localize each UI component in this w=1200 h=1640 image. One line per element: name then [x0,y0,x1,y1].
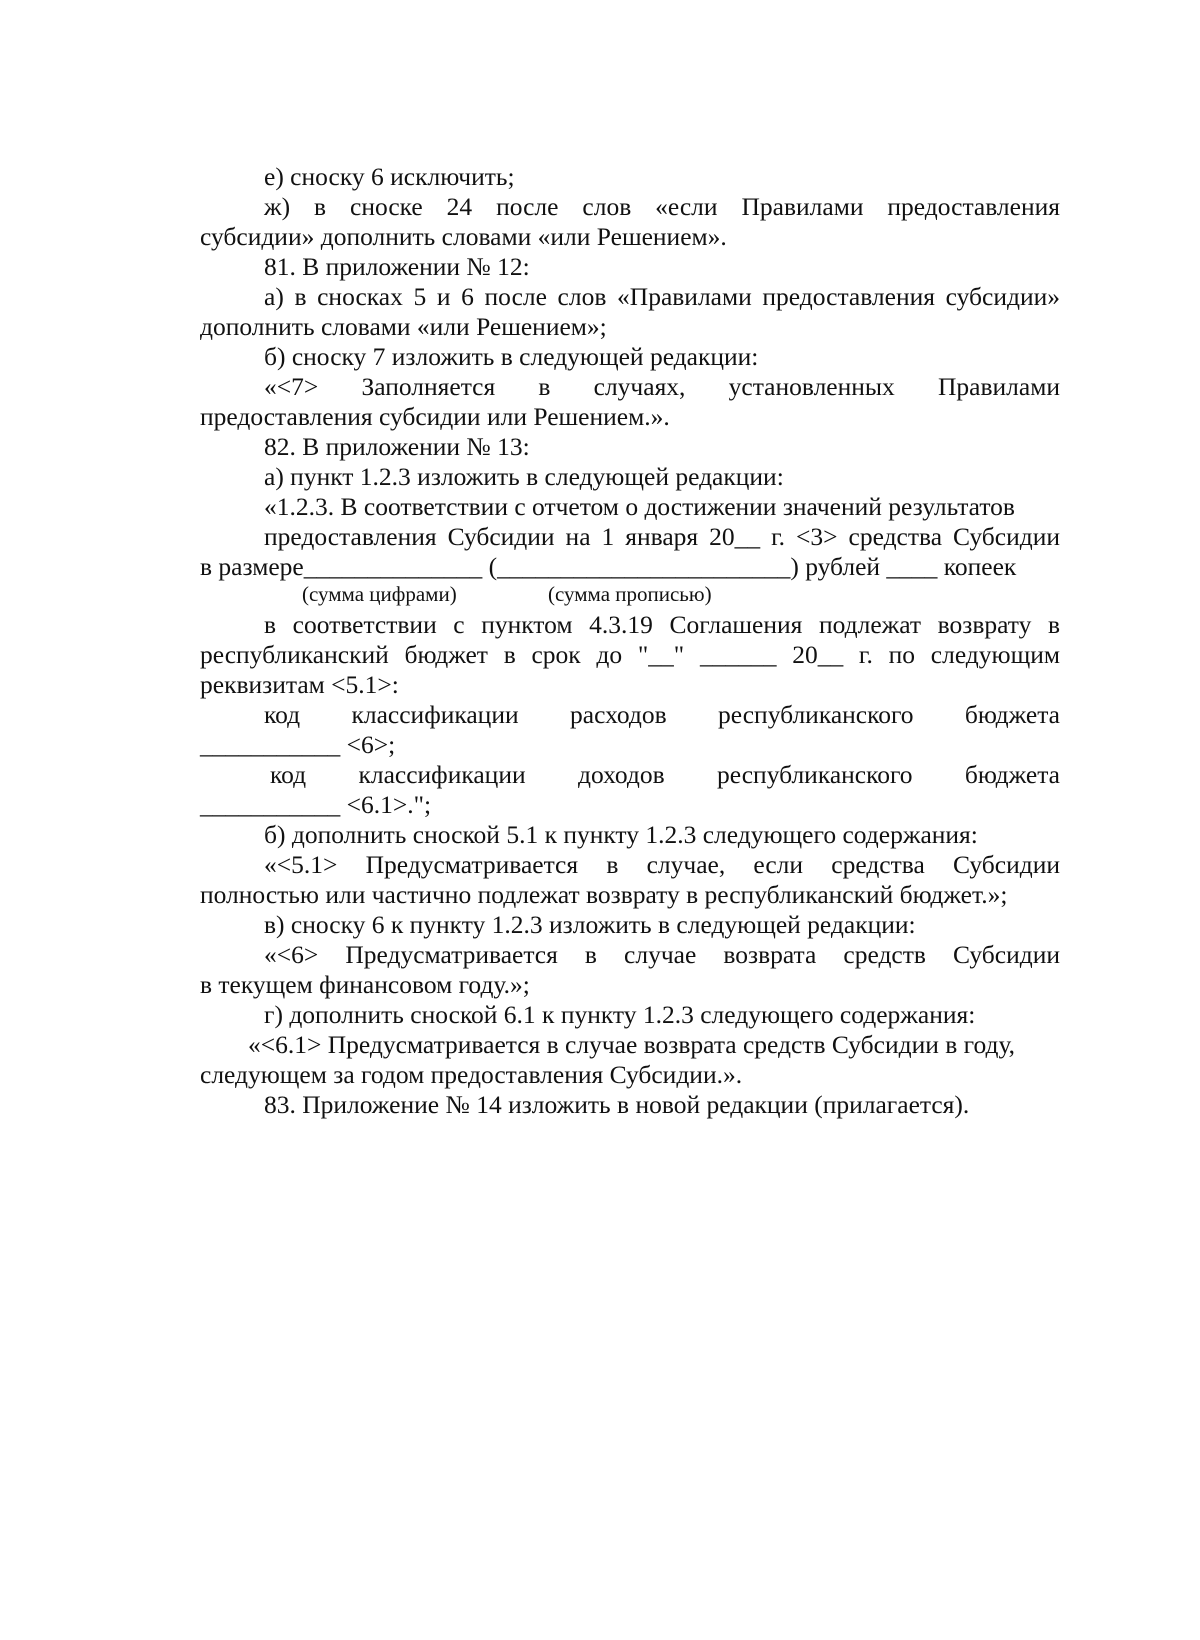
text-line: в соответствии с пунктом 4.3.19 Соглашения подлежат возврату в [264,610,1060,639]
text-line: «1.2.3. В соответствии с отчетом о достижении значений результатов [264,492,1015,521]
text-line: следующем за годом предоставления Субсидии.». [200,1060,743,1089]
blank-line: ___________ <6>; [200,730,396,759]
text-line: республиканский бюджет в срок до "__" ______ 20__ г. по следующим [200,640,1060,669]
text-line: полностью или частично подлежат возврату в республиканский бюджет.»; [200,880,1008,909]
text-line: код классификации расходов республиканского бюджета [264,700,1060,729]
section-heading: 81. В приложении № 12: [264,252,530,281]
text-line: а) пункт 1.2.3 изложить в следующей редакции: [264,462,784,491]
caption-amount-digits: (сумма цифрами) [302,582,457,606]
text-line: ж) в сноске 24 после слов «если Правилами предоставления [264,192,1060,221]
text-line: б) сноску 7 изложить в следующей редакции: [264,342,759,371]
text-line: предоставления Субсидии на 1 января 20__ г. <3> средства Субсидии [264,522,1060,551]
section-heading: 82. В приложении № 13: [264,432,530,461]
text-line: а) в сносках 5 и 6 после слов «Правилами предоставления субсидии» [264,282,1060,311]
text-line: в текущем финансовом году.»; [200,970,530,999]
text-line: «<5.1> Предусматривается в случае, если средства Субсидии [264,850,1060,879]
caption-amount-words: (сумма прописью) [548,582,712,606]
text-line: реквизитам <5.1>: [200,670,399,699]
blank-line: ___________ <6.1>."; [200,790,432,819]
amount-line: в размере______________ (_______________________) рублей ____ копеек [200,552,1017,581]
text-line: е) сноску 6 исключить; [264,162,515,191]
text-line: в) сноску 6 к пункту 1.2.3 изложить в следующей редакции: [264,910,916,939]
text-line: г) дополнить сноской 6.1 к пункту 1.2.3 следующего содержания: [264,1000,976,1029]
section-heading: 83. Приложение № 14 изложить в новой редакции (прилагается). [264,1090,970,1119]
text-line: «<6.1> Предусматривается в случае возврата средств Субсидии в году, [248,1030,1016,1059]
text-line: код классификации доходов республиканского бюджета [270,760,1060,789]
text-line: предоставления субсидии или Решением.». [200,402,670,431]
text-line: б) дополнить сноской 5.1 к пункту 1.2.3 следующего содержания: [264,820,978,849]
text-line: дополнить словами «или Решением»; [200,312,607,341]
text-line: «<7> Заполняется в случаях, установленных Правилами [264,372,1060,401]
text-line: субсидии» дополнить словами «или Решением». [200,222,727,251]
text-line: «<6> Предусматривается в случае возврата средств Субсидии [264,940,1060,969]
